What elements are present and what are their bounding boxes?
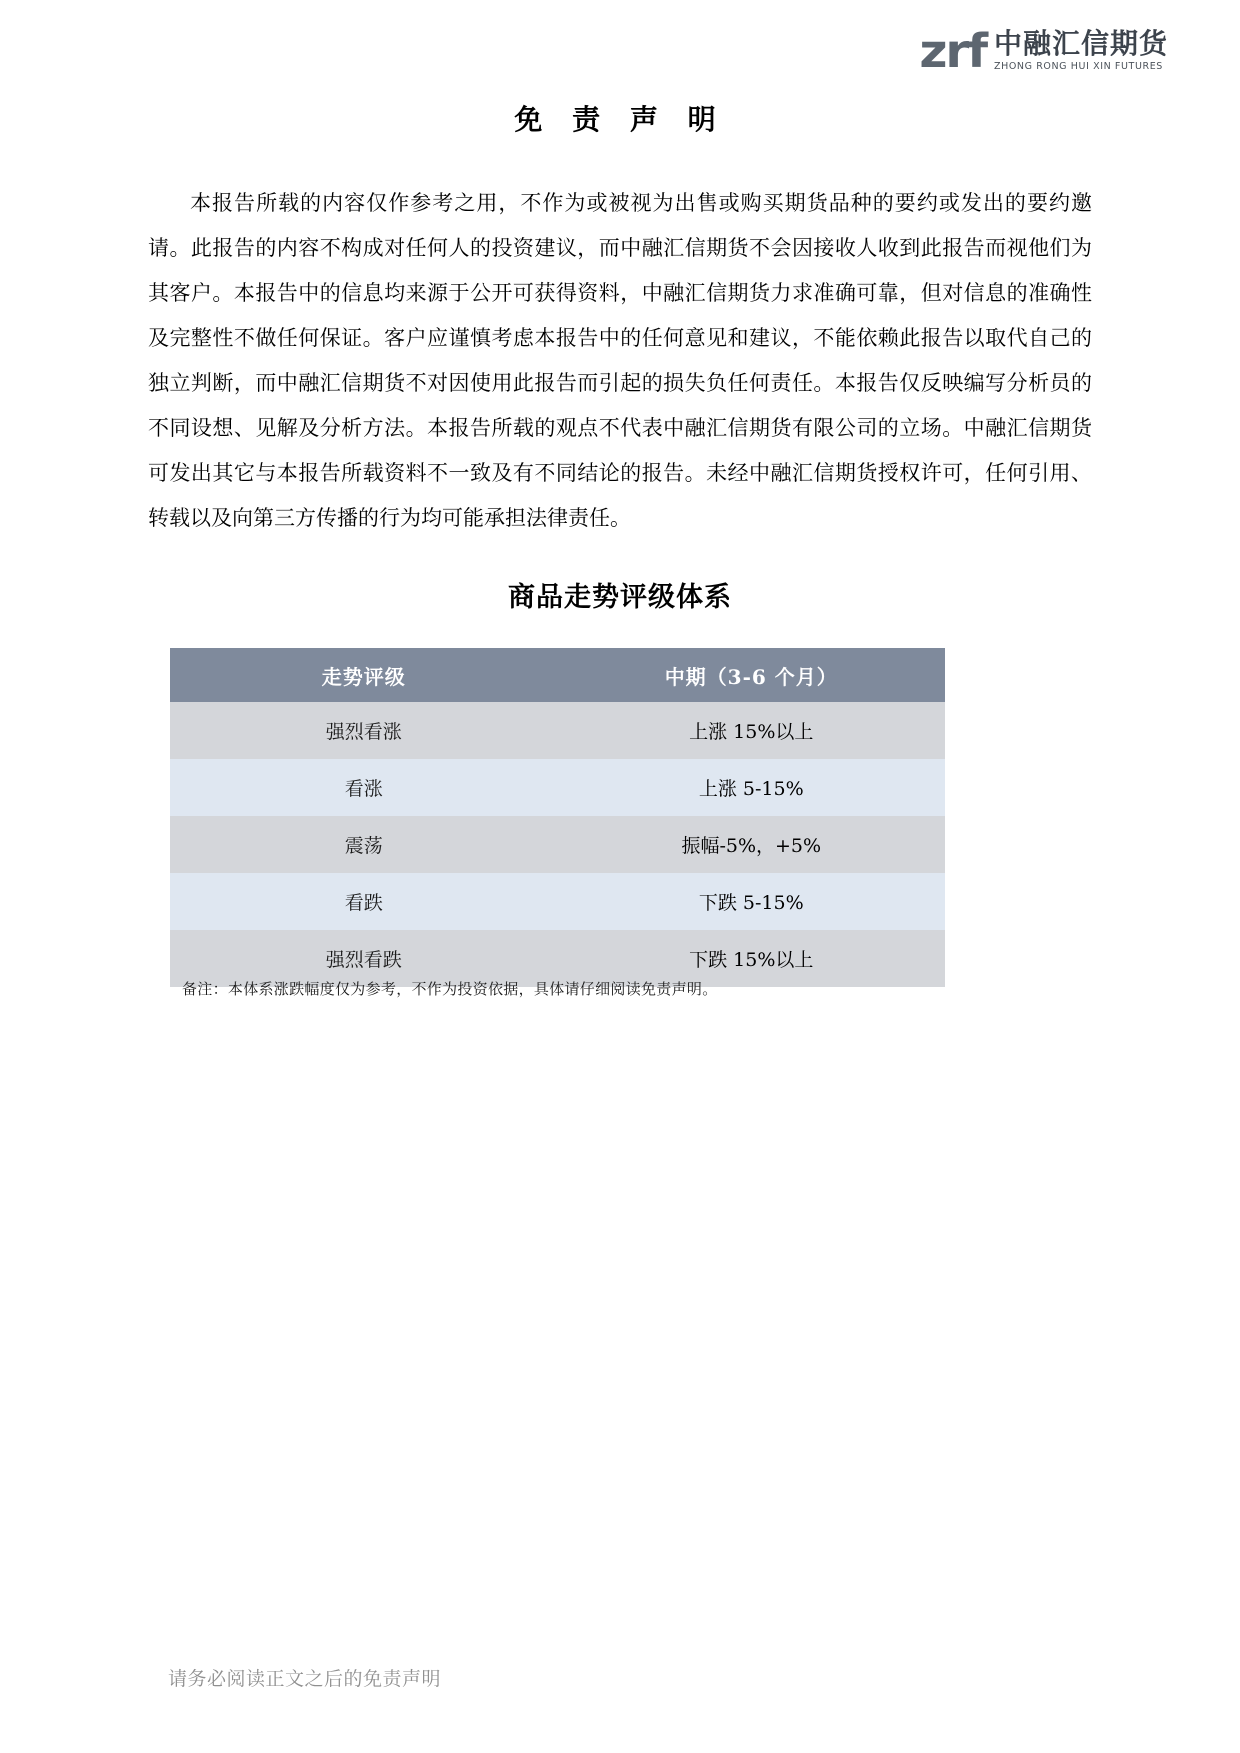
rating-section-title: 商品走势评级体系 bbox=[508, 582, 732, 613]
logo-company-name-cn: 中融汇信期货 bbox=[993, 27, 1168, 61]
page-footer: 请务必阅读正文之后的免责声明 bbox=[168, 1668, 442, 1690]
table-row bbox=[170, 759, 945, 816]
table-body bbox=[170, 702, 945, 987]
table-header-row bbox=[170, 648, 945, 702]
table-cell-rating: 强烈看跌 bbox=[170, 930, 558, 987]
table-row bbox=[170, 816, 945, 873]
logo-mark-icon: zrf bbox=[918, 24, 986, 78]
rating-table bbox=[170, 648, 945, 987]
company-logo bbox=[918, 24, 1169, 78]
table-cell-rating: 震荡 bbox=[170, 816, 558, 873]
logo-company-name-en: ZHONG RONG HUI XIN FUTURES bbox=[993, 61, 1163, 73]
page-title: 免 责 声 明 bbox=[514, 103, 726, 136]
disclaimer-paragraph: 本报告所载的内容仅作参考之用，不作为或被视为出售或购买期货品种的要约或发出的要约邀请。此报告的内容不构成对任何人的投资建议，而中融汇信期货不会因接收人收到此报告而视他们为其客户。本报告中的信息均来源于公开可获得资料，中融汇信期货力求准确可靠，但对信息的准确性及完整性不做任何保证。客户应谨慎考虑本报告中的任何意见和建议，不能依赖此报告以取代自己的独立判断，而中融汇信期货不对因使用此报告而引起的损失负任何责任。本报告仅反映编写分析员的不同设想、见解及分析方法。本报告所载的观点不代表中融汇信期货有限公司的立场。中融汇信期货可发出其它与本报告所载资料不一致及有不同结论的报告。未经中融汇信期货授权许可，任何引用、转载以及向第三方传播的行为均可能承担法律责任。 bbox=[148, 191, 1092, 530]
table-note: 备注：本体系涨跌幅度仅为参考，不作为投资依据，具体请仔细阅读免责声明。 bbox=[182, 980, 718, 998]
table-cell-range: 上涨 15%以上 bbox=[558, 702, 946, 759]
table-cell-rating: 看涨 bbox=[170, 759, 558, 816]
table-cell-range: 下跌 5-15% bbox=[558, 873, 946, 930]
table-cell-range: 振幅-5%，+5% bbox=[558, 816, 946, 873]
table-column-header-midterm: 中期（3-6 个月） bbox=[558, 648, 946, 702]
table-cell-range: 上涨 5-15% bbox=[558, 759, 946, 816]
logo-text bbox=[993, 27, 1168, 73]
table-row bbox=[170, 873, 945, 930]
table-header bbox=[170, 648, 945, 702]
table-column-header-rating: 走势评级 bbox=[170, 648, 558, 702]
table-row bbox=[170, 702, 945, 759]
table-cell-rating: 强烈看涨 bbox=[170, 702, 558, 759]
table-cell-rating: 看跌 bbox=[170, 873, 558, 930]
table-cell-range: 下跌 15%以上 bbox=[558, 930, 946, 987]
